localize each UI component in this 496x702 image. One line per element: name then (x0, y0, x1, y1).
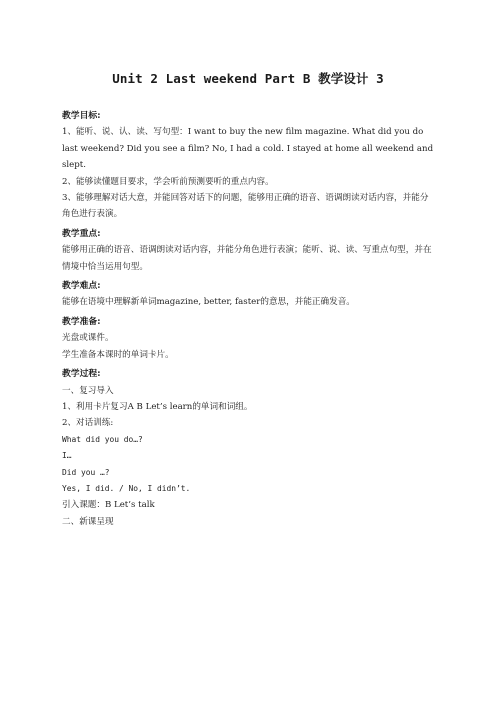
objectives-heading: 教学目标: (62, 111, 101, 121)
process-step-1-2: 2、对话训练: (62, 418, 114, 429)
objective-item-2: 2、能够读懂题目要求，学会听前预测要听的重点内容。 (62, 176, 274, 187)
dialog-line-3: Did you …? (62, 467, 110, 477)
objective-item-1: 1、能听、说、认、读、写句型：I want to buy the new film magazine. What did you do last weekend? Did you see a film? No, I had a cold. I stayed at home all weekend and slept. (62, 127, 434, 171)
lesson-intro: 引入课题：B Let’s talk (62, 500, 155, 511)
document-body (62, 105, 436, 530)
process-heading: 教学过程: (62, 369, 101, 380)
process-step-1: 一、复习导入 (62, 385, 114, 396)
document-title: Unit 2 Last weekend Part B 教学设计 3 (112, 71, 384, 86)
preparation-line-2: 学生准备本课时的单词卡片。 (62, 349, 174, 360)
process-step-1-1: 1、利用卡片复习A B Let’s learn的单词和词组。 (62, 401, 253, 412)
preparation-heading: 教学准备: (62, 316, 101, 327)
dialog-line-1: What did you do…? (62, 434, 143, 444)
key-points-heading: 教学重点: (62, 228, 101, 239)
difficulties-text: 能够在语境中理解新单词magazine, better, faster的意思，并能正确发音。 (62, 297, 355, 308)
dialog-line-4: Yes, I did. / No, I didn’t. (62, 483, 191, 493)
difficulties-heading: 教学难点: (62, 281, 101, 292)
preparation-line-1: 光盘或课件。 (62, 333, 114, 344)
objective-item-3: 3、能够理解对话大意，并能回答对话下的问题，能够用正确的语音、语调朗读对话内容，并能分角色进行表演。 (62, 193, 429, 220)
key-points-text: 能够用正确的语音、语调朗读对话内容，并能分角色进行表演；能听、说、读、写重点句型，并在情境中恰当运用句型。 (62, 245, 432, 272)
process-step-2: 二、新课呈现 (62, 516, 114, 527)
dialog-line-2: I… (62, 451, 72, 461)
